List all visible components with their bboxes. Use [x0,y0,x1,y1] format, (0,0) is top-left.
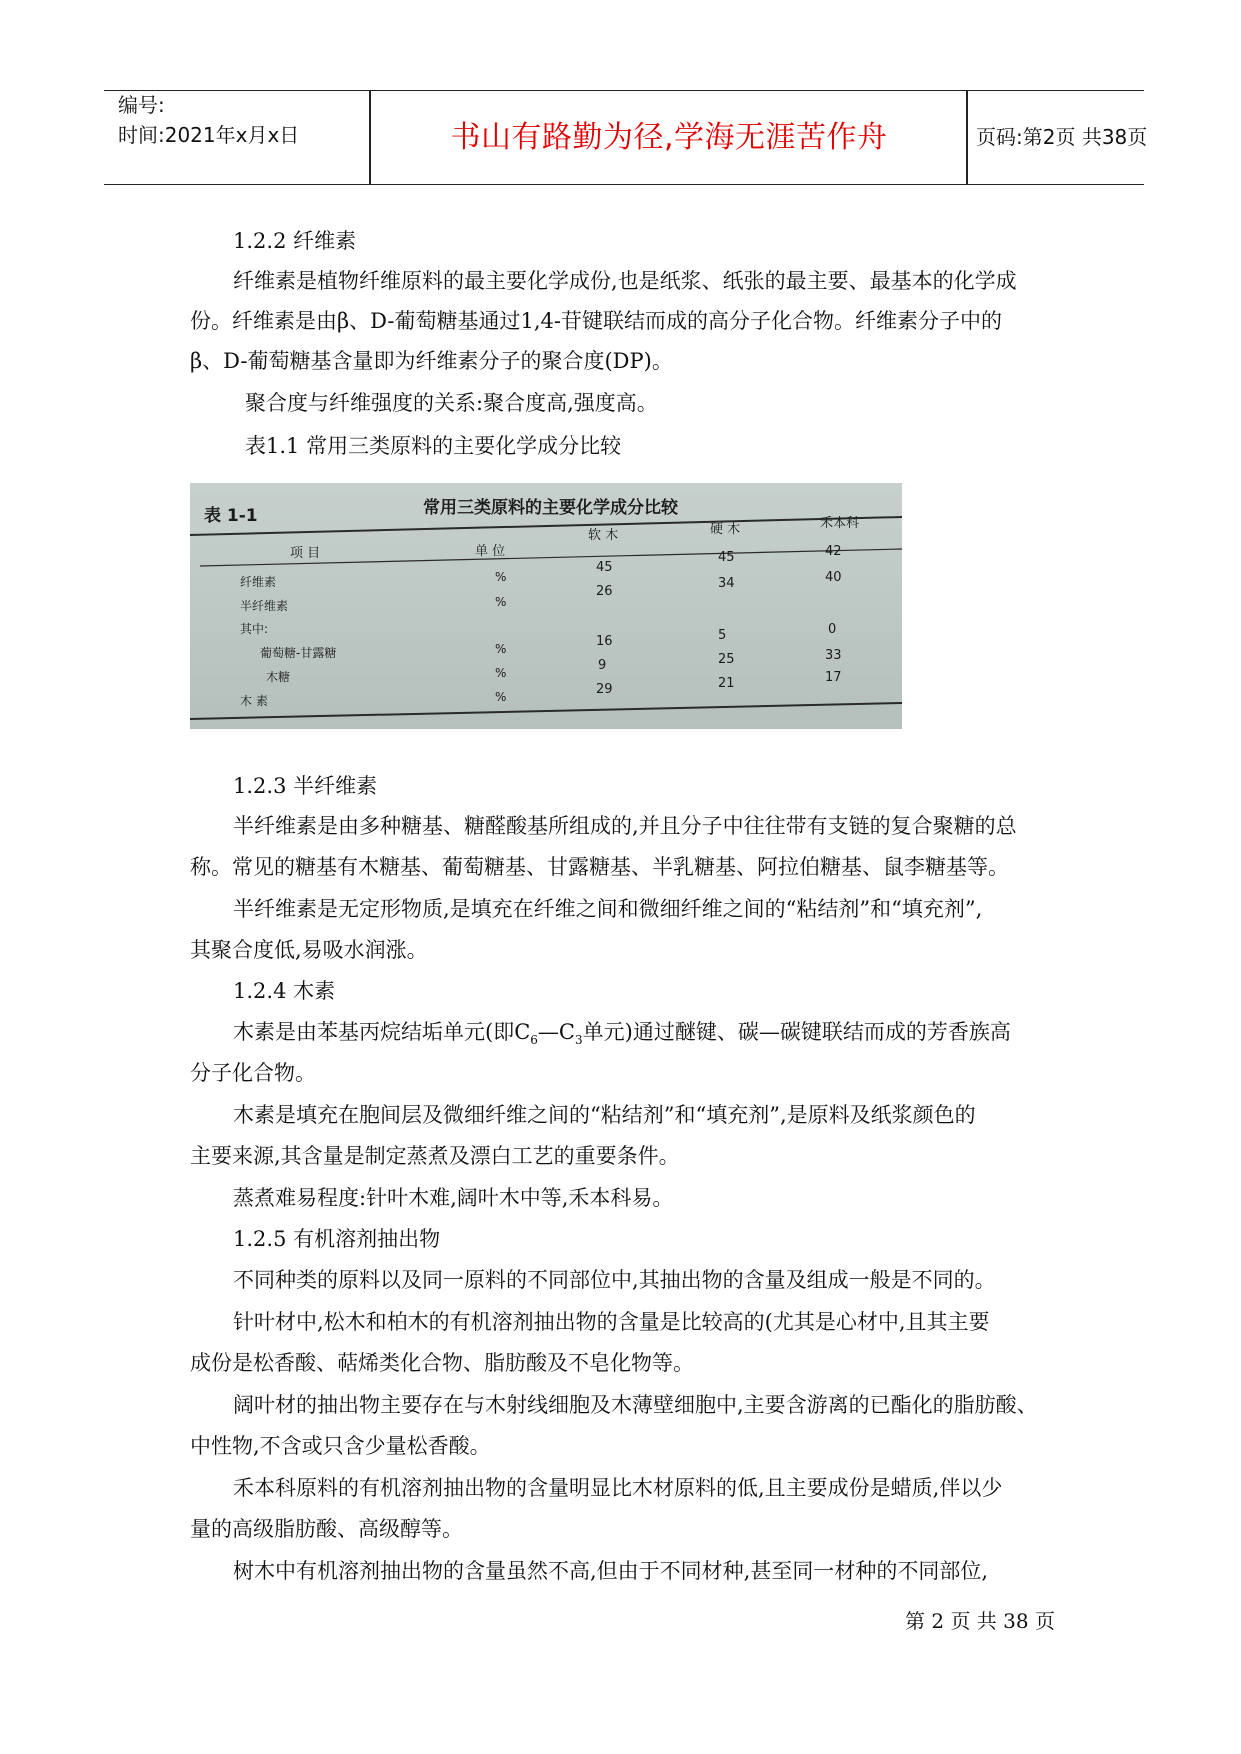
cell-grass: 40 [825,570,842,585]
header-page-code: 页码:第2页 共38页 [976,125,1148,149]
cell-hardwood: 25 [718,652,735,667]
paragraph-line: 聚合度与纤维强度的关系:聚合度高,强度高。 [245,391,658,415]
table-top-rule [190,517,902,535]
time-label: 时间:2021年x月x日 [118,123,300,147]
cell-grass: 42 [825,544,842,559]
row-unit: % [495,642,507,656]
section-title-1-2-2: 1.2.2 纤维素 [233,229,357,253]
serial-label: 编号: [118,93,165,117]
row-item: 木 素 [240,694,268,708]
paragraph-line: 针叶材中,松木和柏木的有机溶剂抽出物的含量是比较高的(尤其是心材中,且其主要 [233,1310,990,1334]
cell-softwood: 45 [596,560,613,575]
paragraph-line: 木素是填充在胞间层及微细纤维之间的“粘结剂”和“填充剂”,是原料及纸浆颜色的 [233,1103,976,1127]
paragraph-line: 分子化合物。 [190,1061,316,1085]
section-title-1-2-5: 1.2.5 有机溶剂抽出物 [233,1227,441,1251]
paragraph-line: 禾本科原料的有机溶剂抽出物的含量明显比木材原料的低,且主要成份是蜡质,伴以少 [233,1476,1003,1500]
row-item: 半纤维素 [240,599,289,613]
paragraph-line: 木素是由苯基丙烷结垢单元(即$C_6—C_3$单元)通过醚键、碳—碳键联结而成的芳香族高 [233,1020,1011,1048]
cell-grass: 17 [825,670,842,685]
paragraph-line: 半纤维素是无定形物质,是填充在纤维之间和微细纤维之间的“粘结剂”和“填充剂”, [233,897,983,921]
cell-grass: 33 [825,648,842,663]
section-title-1-2-4: 1.2.4 木素 [233,979,336,1003]
paragraph-line: 称。常见的糖基有木糖基、葡萄糖基、甘露糖基、半乳糖基、阿拉伯糖基、鼠李糖基等。 [190,855,1009,879]
paragraph-line: 不同种类的原料以及同一原料的不同部位中,其抽出物的含量及组成一般是不同的。 [233,1268,996,1292]
paragraph-line: 中性物,不含或只含少量松香酸。 [190,1434,491,1458]
paragraph-line: 树木中有机溶剂抽出物的含量虽然不高,但由于不同材种,甚至同一材种的不同部位, [233,1559,989,1583]
table-number: 表 1-1 [204,506,258,526]
paragraph-line: 主要来源,其含量是制定蒸煮及漂白工艺的重要条件。 [190,1144,680,1168]
table-bottom-rule [190,703,902,719]
paragraph-line: β、D-葡萄糖基含量即为纤维素分子的聚合度(DP)。 [190,349,673,373]
table-caption: 表1.1 常用三类原料的主要化学成分比较 [245,434,622,458]
section-title-1-2-3: 1.2.3 半纤维素 [233,774,378,798]
paragraph-line: 纤维素是植物纤维原料的最主要化学成份,也是纸浆、纸张的最主要、最基本的化学成 [233,269,1017,293]
paragraph-line: 份。纤维素是由β、D-葡萄糖基通过1,4-苷键联结而成的高分子化合物。纤维素分子中的 [190,309,1002,333]
header-meta [118,91,363,184]
row-item: 木糖 [266,670,291,684]
cell-hardwood: 5 [718,628,727,643]
page-footer: 第 2 页 共 38 页 [905,1609,1055,1633]
cell-softwood: 26 [596,584,613,599]
cell-softwood: 29 [596,682,613,697]
col-header-unit: 单 位 [475,544,506,559]
table-photo-drawing [190,483,902,729]
paragraph-line: 量的高级脂肪酸、高级醇等。 [190,1517,463,1541]
paragraph-line: 阔叶材的抽出物主要存在与木射线细胞及木薄壁细胞中,主要含游离的已酯化的脂肪酸、 [233,1393,1038,1417]
col-header-hardwood: 硬 木 [710,522,741,537]
header-divider-right [966,91,968,184]
row-unit: % [495,595,507,609]
cell-hardwood: 45 [718,550,735,565]
paragraph-line: 其聚合度低,易吸水润涨。 [190,938,428,962]
row-unit: % [495,570,507,584]
paragraph-line: 成份是松香酸、萜烯类化合物、脂肪酸及不皂化物等。 [190,1351,694,1375]
cell-hardwood: 21 [718,676,735,691]
col-header-softwood: 软 木 [588,528,619,543]
col-header-grass: 禾本科 [820,516,860,531]
row-item: 纤维素 [240,575,277,589]
page-header [104,90,1148,185]
row-item: 其中: [240,622,269,636]
row-item: 葡萄糖-甘露糖 [260,646,337,660]
row-unit: % [495,690,507,704]
header-motto: 书山有路勤为径,学海无涯苦作舟 [450,120,888,155]
row-unit: % [495,666,507,680]
cell-grass: 0 [828,622,837,637]
paragraph-line: 半纤维素是由多种糖基、糖醛酸基所组成的,并且分子中往往带有支链的复合聚糖的总 [233,814,1017,838]
col-header-item: 项 目 [290,546,321,561]
table-photo-title: 常用三类原料的主要化学成分比较 [423,498,678,518]
cell-softwood: 16 [596,634,613,649]
paragraph-line: 蒸煮难易程度:针叶木难,阔叶木中等,禾本科易。 [233,1186,674,1210]
cell-hardwood: 34 [718,576,735,591]
cell-softwood: 9 [598,658,607,673]
table-photo [190,483,902,729]
